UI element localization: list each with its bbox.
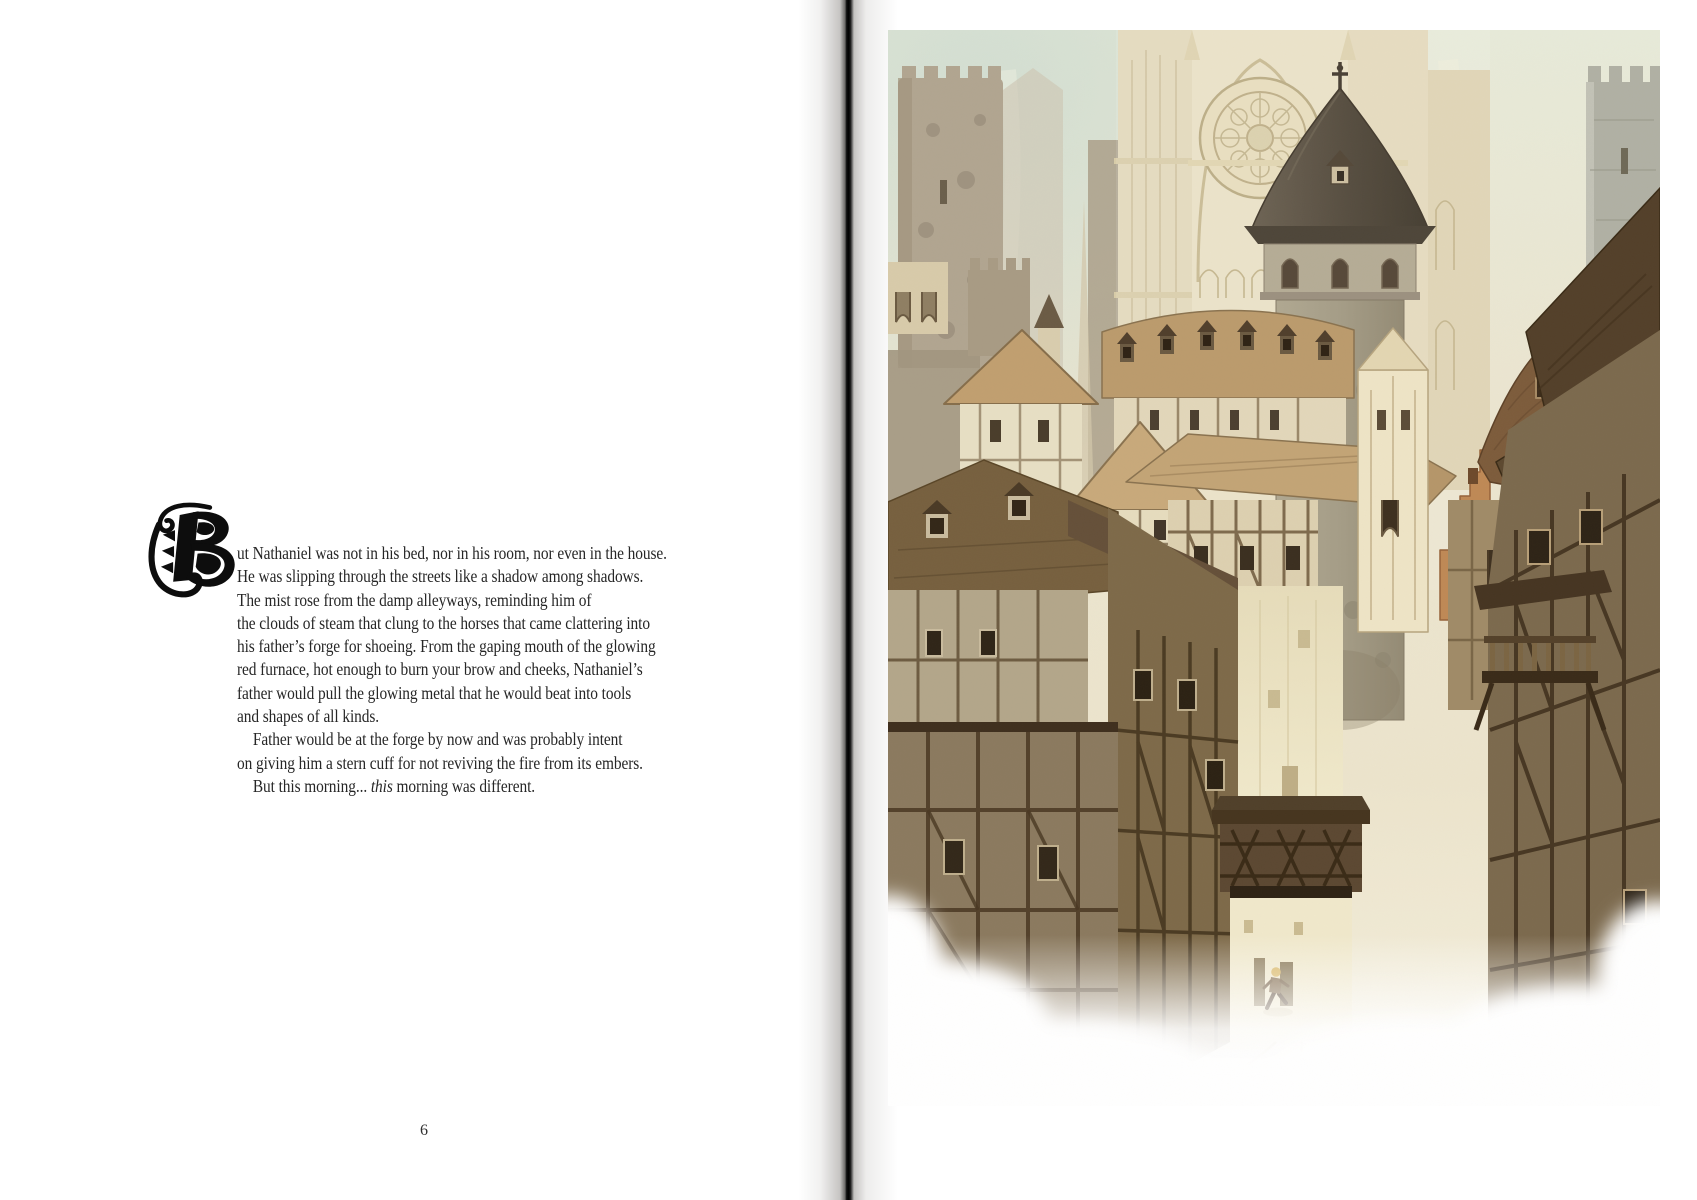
paragraph-line: on giving him a stern cuff for not reviving the fire from its embers. bbox=[237, 752, 643, 773]
page-left bbox=[0, 0, 800, 1200]
paragraph-line: and shapes of all kinds. bbox=[237, 706, 380, 727]
illustration-medieval-city bbox=[888, 30, 1660, 1106]
paper-grain-texture bbox=[888, 30, 1660, 1106]
drop-cap-glyph-b bbox=[144, 500, 238, 603]
paragraph-line: the clouds of steam that clung to the horses that came clattering into bbox=[237, 612, 650, 633]
paragraph-line: his father’s forge for shoeing. From the gaping mouth of the glowing bbox=[237, 636, 656, 657]
paragraph-line: red furnace, hot enough to burn your brow and cheeks, Nathaniel’s bbox=[237, 659, 643, 680]
drop-cap-initial bbox=[144, 500, 238, 600]
paragraph-line: father would pull the glowing metal that he would beat into tools bbox=[237, 682, 632, 703]
paragraph-line: The mist rose from the damp alleyways, reminding him of bbox=[237, 589, 592, 610]
paragraph bbox=[237, 542, 717, 798]
paragraph-line: He was slipping through the streets like a shadow among shadows. bbox=[237, 566, 644, 587]
paragraph-line: Father would be at the forge by now and was probably intent bbox=[252, 729, 623, 750]
paragraph-line: But this morning... this morning was different. bbox=[252, 775, 536, 796]
paragraph-line: ut Nathaniel was not in his bed, nor in his room, nor even in the house. bbox=[237, 543, 667, 563]
book-gutter bbox=[798, 0, 898, 1200]
page-right bbox=[898, 0, 1697, 1200]
page-number: 6 bbox=[420, 1122, 428, 1139]
